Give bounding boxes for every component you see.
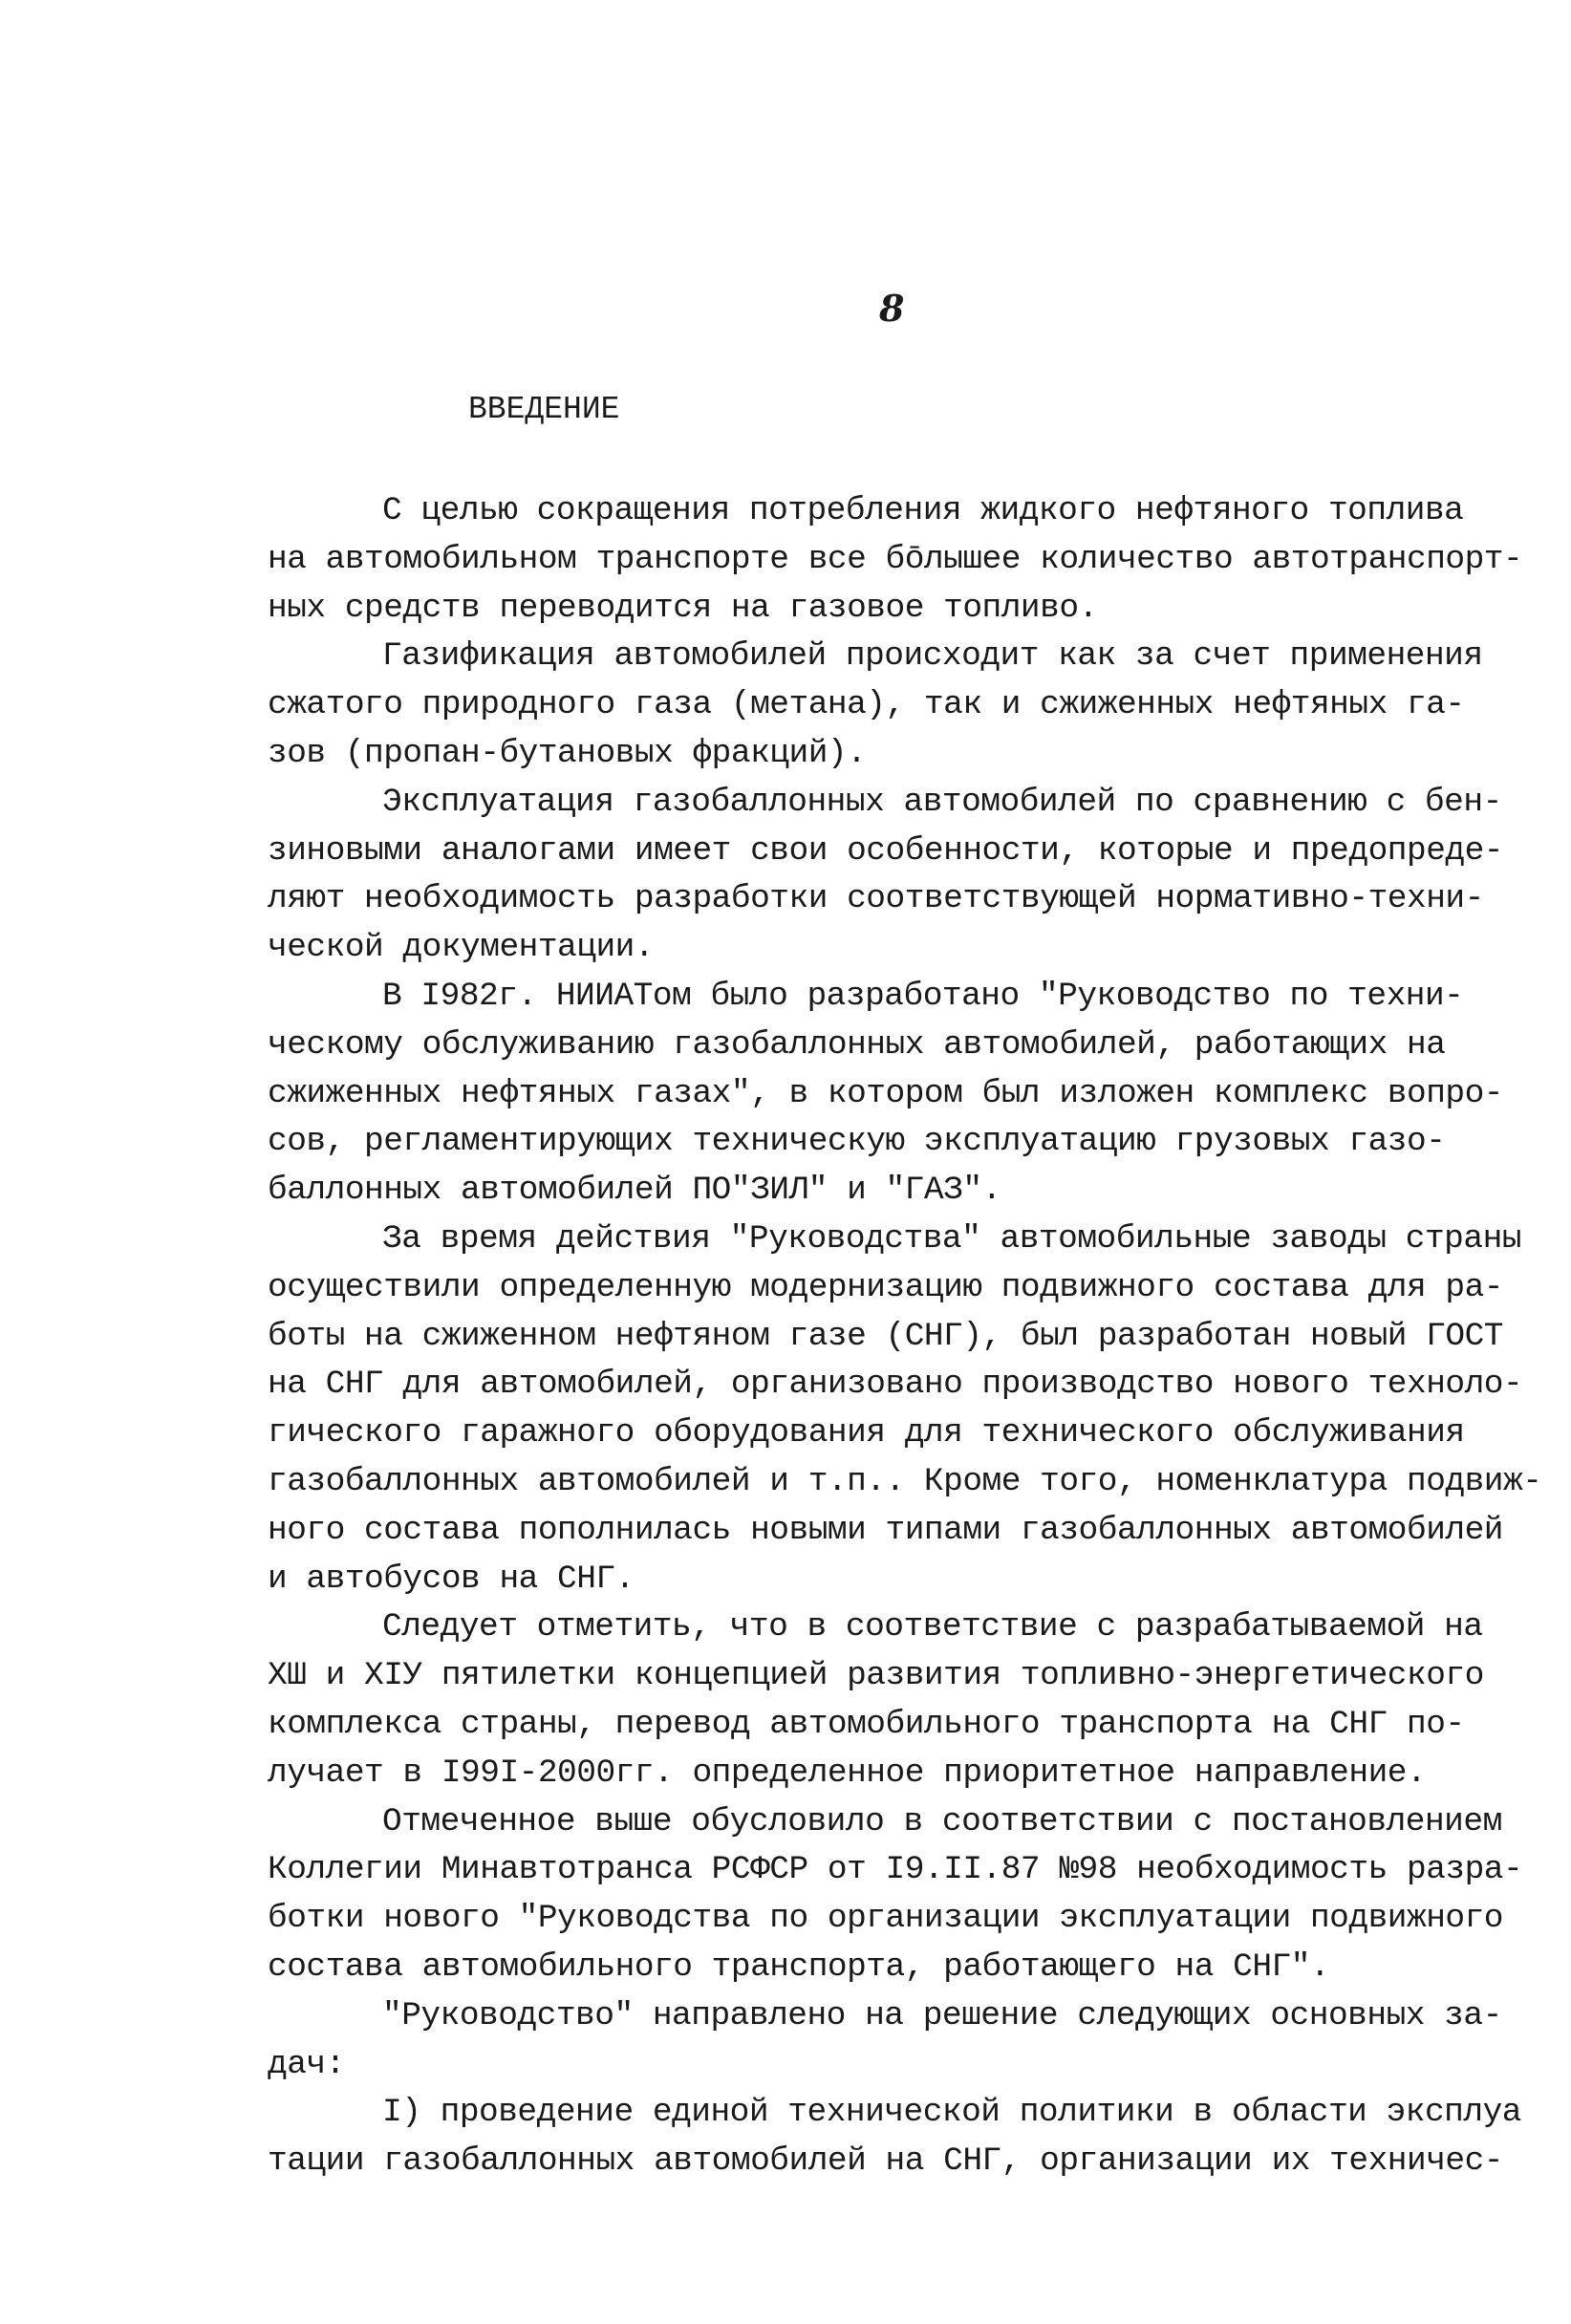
text-line: Отмеченное выше обусловило в соответствии с постановлением — [382, 1802, 1502, 1840]
text-line: ботки нового "Руководства по организации эксплуатации подвижного — [268, 1900, 1504, 1938]
body-text — [268, 487, 1548, 2186]
text-line: С целью сокращения потребления жидкого нефтяного топлива — [382, 492, 1464, 529]
text-line: лучает в I99I-2000гг. определенное приоритетное направление. — [268, 1754, 1427, 1792]
text-line: "Руководство" направлено на решение следующих основных за- — [382, 1996, 1502, 2034]
text-line: дач: — [268, 2045, 345, 2083]
text-line: на автомобильном транспорте все бōлышее количество автотранспорт- — [268, 540, 1523, 578]
text-line: сжатого природного газа (метана), так и сжиженных нефтяных га- — [268, 686, 1465, 724]
text-line: баллонных автомобилей ПО"ЗИЛ" и "ГАЗ". — [268, 1172, 1001, 1210]
text-line: XШ и XIУ пятилетки концепцией развития топливно-энергетического — [268, 1657, 1484, 1695]
text-line: зиновыми аналогами имеет свои особенности, которые и предопреде- — [268, 831, 1504, 870]
text-line: состава автомобильного транспорта, работающего на СНГ". — [268, 1947, 1330, 1986]
text-line: Газификация автомобилей происходит как за счет применения — [382, 637, 1483, 676]
text-line: боты на сжиженном нефтяном газе (СНГ), был разработан новый ГОСТ — [268, 1317, 1504, 1355]
text-line: За время действия "Руководства" автомобильные заводы страны — [382, 1219, 1521, 1258]
text-line: ческой документации. — [268, 929, 655, 967]
section-heading: ВВЕДЕНИЕ — [468, 392, 620, 427]
text-line: газобаллонных автомобилей и т.п.. Кроме того, номенклатура подвиж- — [268, 1462, 1542, 1500]
text-line: В I982г. НИИАТом было разработано "Руководство по техни- — [382, 977, 1464, 1015]
text-line: комплекса страны, перевод автомобильного транспорта на СНГ по- — [268, 1705, 1465, 1743]
text-line: на СНГ для автомобилей, организовано производство нового техноло- — [268, 1366, 1523, 1404]
text-line: I) проведение единой технической политики в области эксплуа — [382, 2094, 1521, 2132]
text-line: осуществили определенную модернизацию подвижного состава для ра- — [268, 1268, 1504, 1306]
text-line: Следует отметить, что в соответствие с разрабатываемой на — [382, 1608, 1483, 1646]
text-line: зов (пропан-бутановых фракций). — [268, 734, 867, 772]
page-number: 8 — [879, 287, 905, 330]
text-line: ляют необходимость разработки соответствующей нормативно-техни- — [268, 880, 1484, 918]
text-line: сжиженных нефтяных газах", в котором был изложен комплекс вопро- — [268, 1074, 1504, 1112]
text-line: ного состава пополнилась новыми типами газобаллонных автомобилей — [268, 1511, 1504, 1549]
text-line: Эксплуатация газобаллонных автомобилей по сравнению с бен- — [382, 783, 1502, 821]
text-line: тации газобаллонных автомобилей на СНГ, организации их техничес- — [268, 2142, 1504, 2181]
text-line: ных средств переводится на газовое топливо. — [268, 589, 1098, 627]
text-line: Коллегии Минавтотранса РСФСР от I9.II.87 №98 необходимость разра- — [268, 1851, 1523, 1889]
text-line: гического гаражного оборудования для технического обслуживания — [268, 1414, 1465, 1452]
text-line: сов, регламентирующих техническую эксплуатацию грузовых газо- — [268, 1123, 1446, 1161]
text-line: ческому обслуживанию газобаллонных автомобилей, работающих на — [268, 1025, 1446, 1064]
text-line: и автобусов на СНГ. — [268, 1560, 635, 1598]
